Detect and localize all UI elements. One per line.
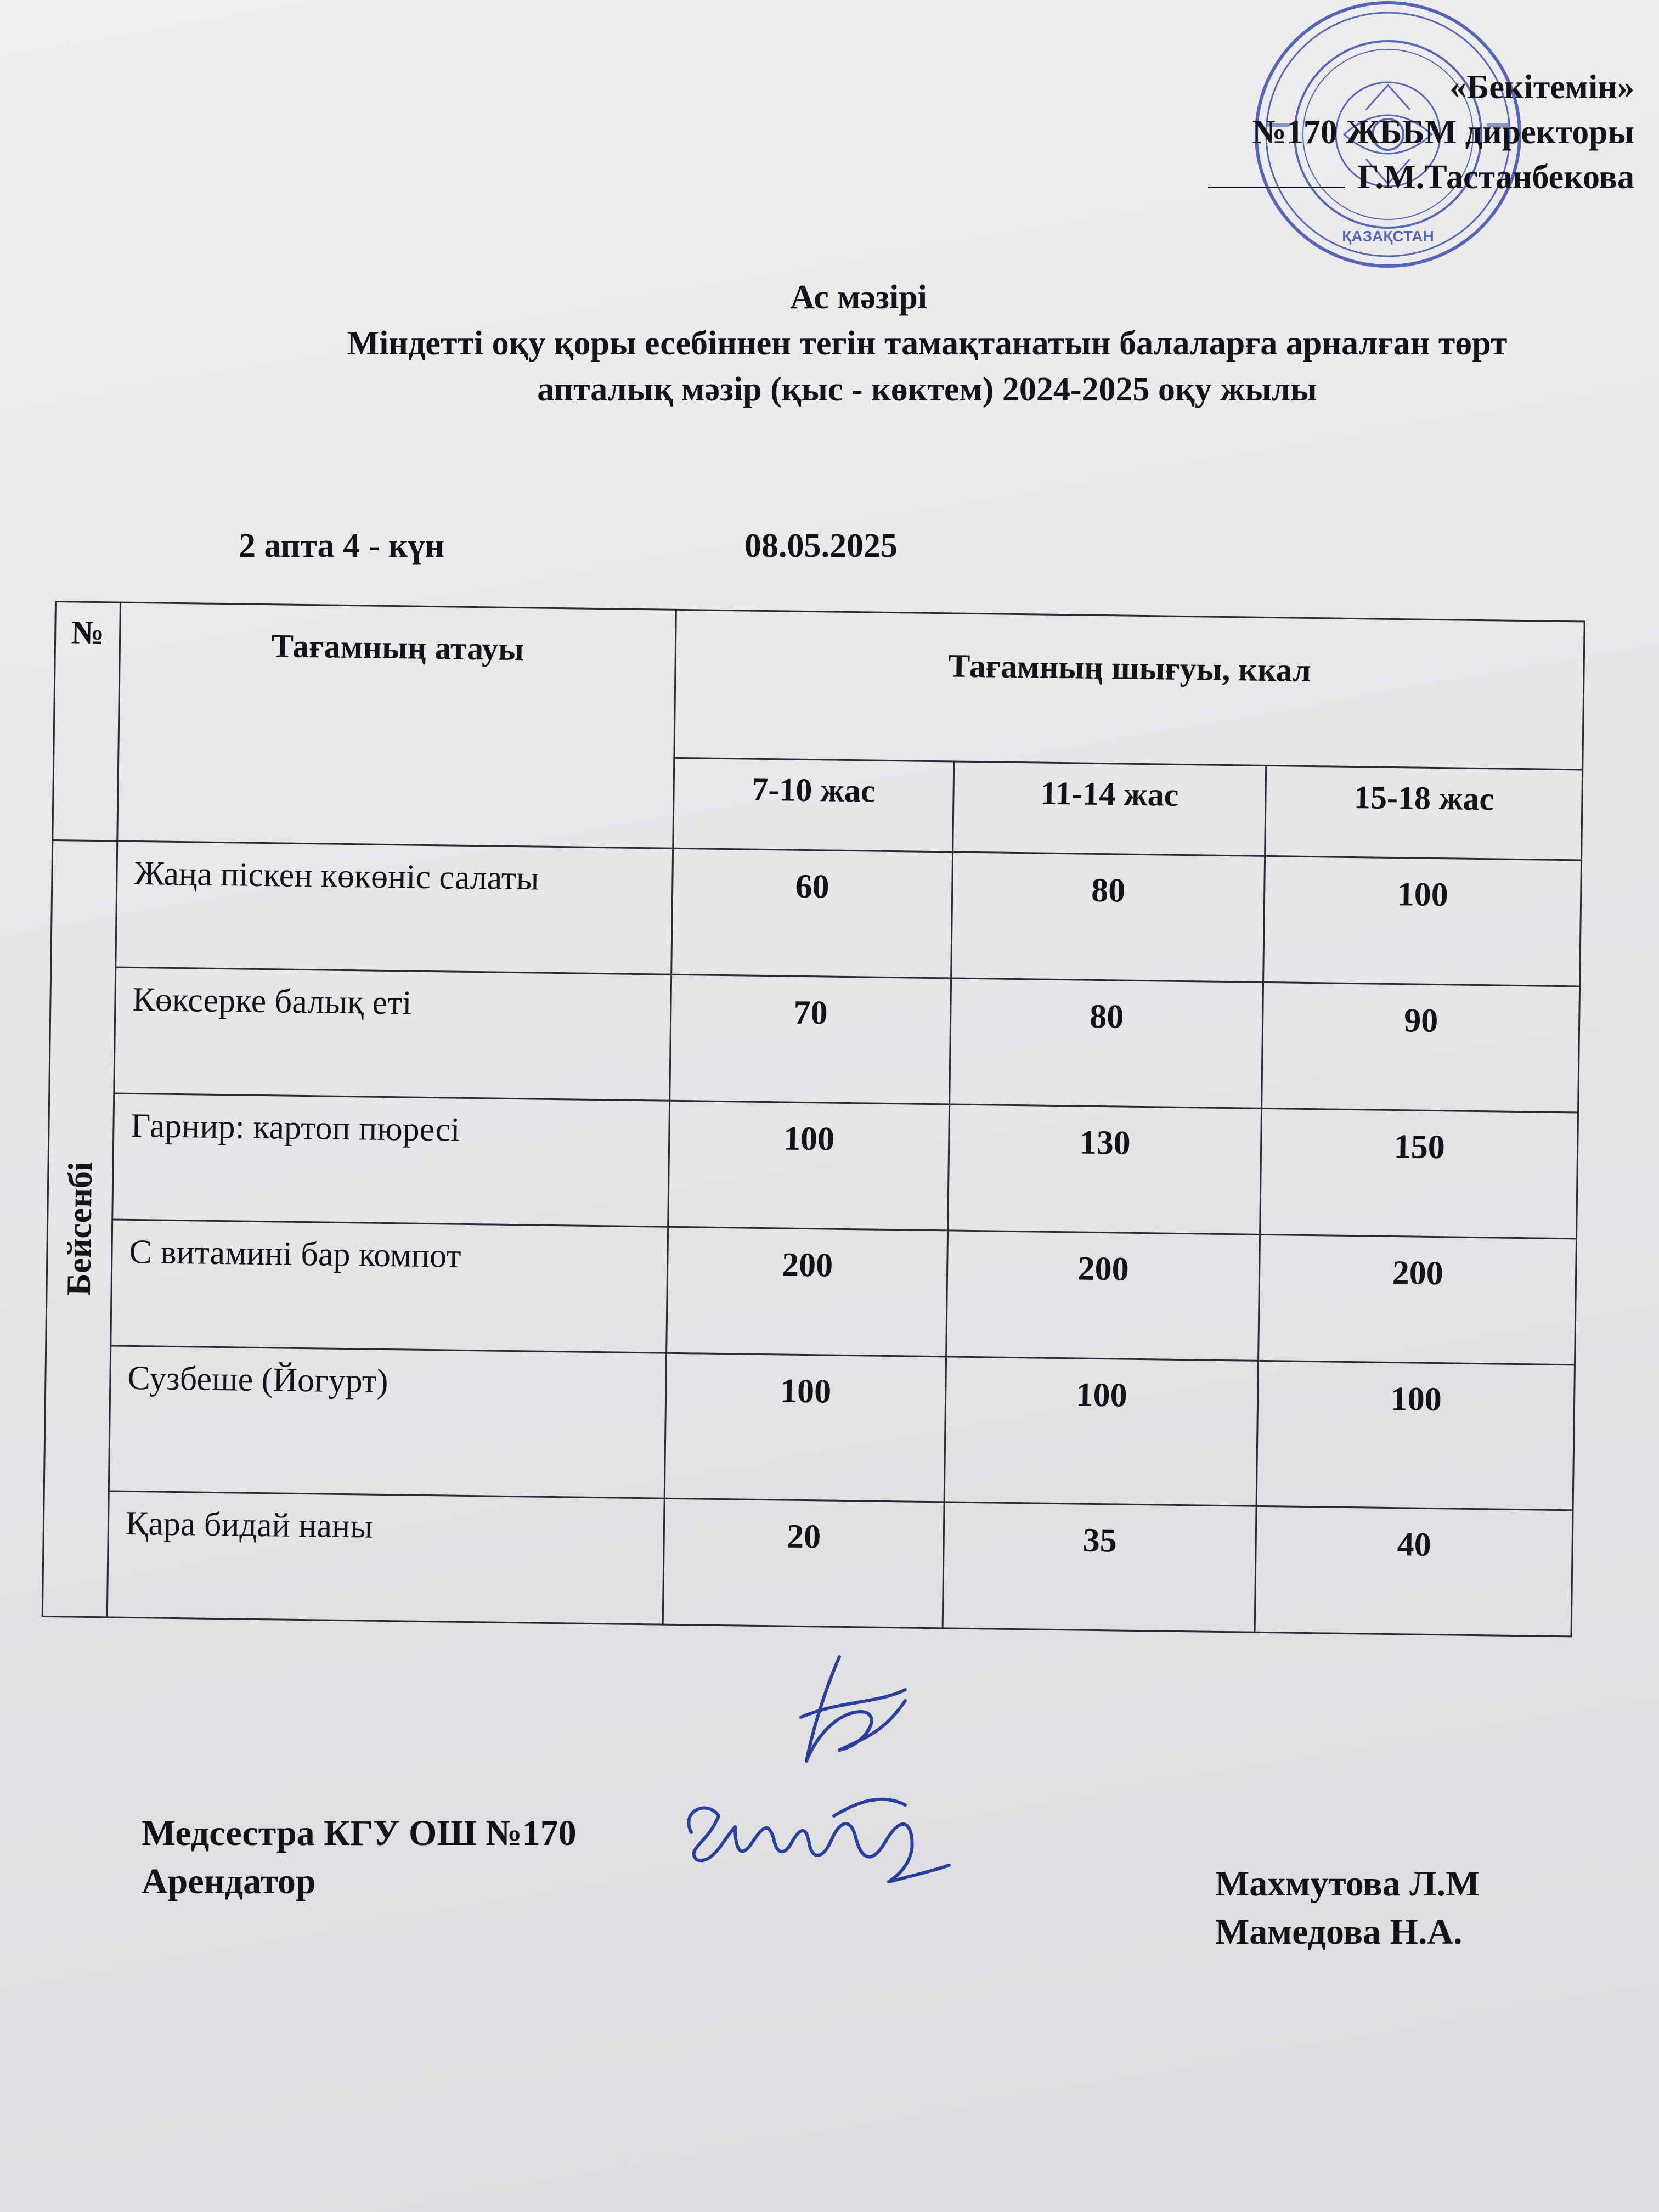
nurse-name: Махмутова Л.М	[1215, 1864, 1480, 1904]
value-15-18: 100	[1263, 856, 1582, 986]
dish-name: С витамині бар компот	[111, 1220, 668, 1353]
value-11-14: 200	[946, 1231, 1260, 1361]
title-line-2: Міндетті оқу қоры есебіннен тегін тамақтанатын балаларға арналған төрт	[347, 325, 1508, 362]
week-day: 2 апта 4 - күн	[239, 527, 445, 565]
table-row	[44, 1345, 1575, 1510]
value-11-14: 130	[947, 1104, 1261, 1234]
day-label: Бейсенбі	[60, 1161, 99, 1296]
value-15-18: 200	[1259, 1234, 1577, 1365]
value-11-14: 80	[951, 852, 1265, 982]
dish-name: Сузбеше (Йогурт)	[109, 1346, 666, 1498]
document-title	[208, 274, 1646, 413]
header-dish-name: Тағамның атауы	[117, 602, 676, 848]
title-line-1: Ас мәзірі	[790, 279, 927, 316]
value-15-18: 90	[1262, 982, 1580, 1113]
approval-block	[1208, 65, 1634, 200]
menu-date: 08.05.2025	[744, 527, 898, 565]
table-row	[46, 1218, 1577, 1364]
footer-right	[1215, 1860, 1480, 1956]
header-number: №	[53, 602, 121, 842]
value-11-14: 100	[944, 1357, 1259, 1506]
header-age-7-10: 7-10 жас	[673, 758, 954, 852]
approval-position: №170 ЖББМ директоры	[1252, 114, 1634, 151]
menu-table	[42, 601, 1585, 1637]
header-age-11-14: 11-14 жас	[952, 761, 1266, 856]
signature-line	[1208, 187, 1345, 188]
dish-name: Көксерке балық еті	[114, 967, 672, 1101]
value-15-18: 40	[1255, 1506, 1573, 1637]
value-15-18: 150	[1260, 1108, 1578, 1239]
table-row	[48, 1092, 1578, 1238]
dish-name: Гарнир: картоп пюресі	[112, 1093, 670, 1227]
value-7-10: 60	[672, 848, 953, 978]
approval-title: «Бекітемін»	[1449, 69, 1634, 106]
value-7-10: 200	[667, 1227, 948, 1357]
value-11-14: 35	[943, 1502, 1256, 1632]
approval-name: Г.М.Тастанбекова	[1357, 159, 1634, 196]
nurse-title: Медсестра КГУ ОШ №170	[142, 1813, 577, 1853]
value-11-14: 80	[949, 978, 1263, 1108]
day-label-cell	[42, 840, 117, 1617]
value-7-10: 100	[664, 1353, 946, 1502]
table-row	[42, 1490, 1573, 1636]
table-row	[49, 966, 1580, 1112]
table-row	[51, 840, 1582, 986]
header-yield: Тағамның шығуы, ккал	[674, 610, 1584, 770]
dish-name: Жаңа піскен көкөніс салаты	[116, 841, 673, 974]
tenant-name: Мамедова Н.А.	[1215, 1912, 1463, 1952]
dish-name: Қара бидай наны	[107, 1491, 664, 1624]
header-age-15-18: 15-18 жас	[1265, 765, 1583, 860]
title-line-3: апталық мәзір (қыс - көктем) 2024-2025 оқу жылы	[537, 371, 1317, 408]
handwritten-signature	[675, 1651, 982, 1898]
value-15-18: 100	[1256, 1361, 1575, 1510]
value-7-10: 100	[668, 1101, 950, 1231]
value-7-10: 20	[663, 1498, 944, 1628]
approval-name-line	[1208, 155, 1634, 200]
value-7-10: 70	[670, 974, 951, 1104]
stamp-text: ҚАЗАҚСТАН	[1342, 228, 1434, 245]
footer-left	[142, 1809, 577, 1906]
tenant-title: Арендатор	[142, 1861, 316, 1901]
